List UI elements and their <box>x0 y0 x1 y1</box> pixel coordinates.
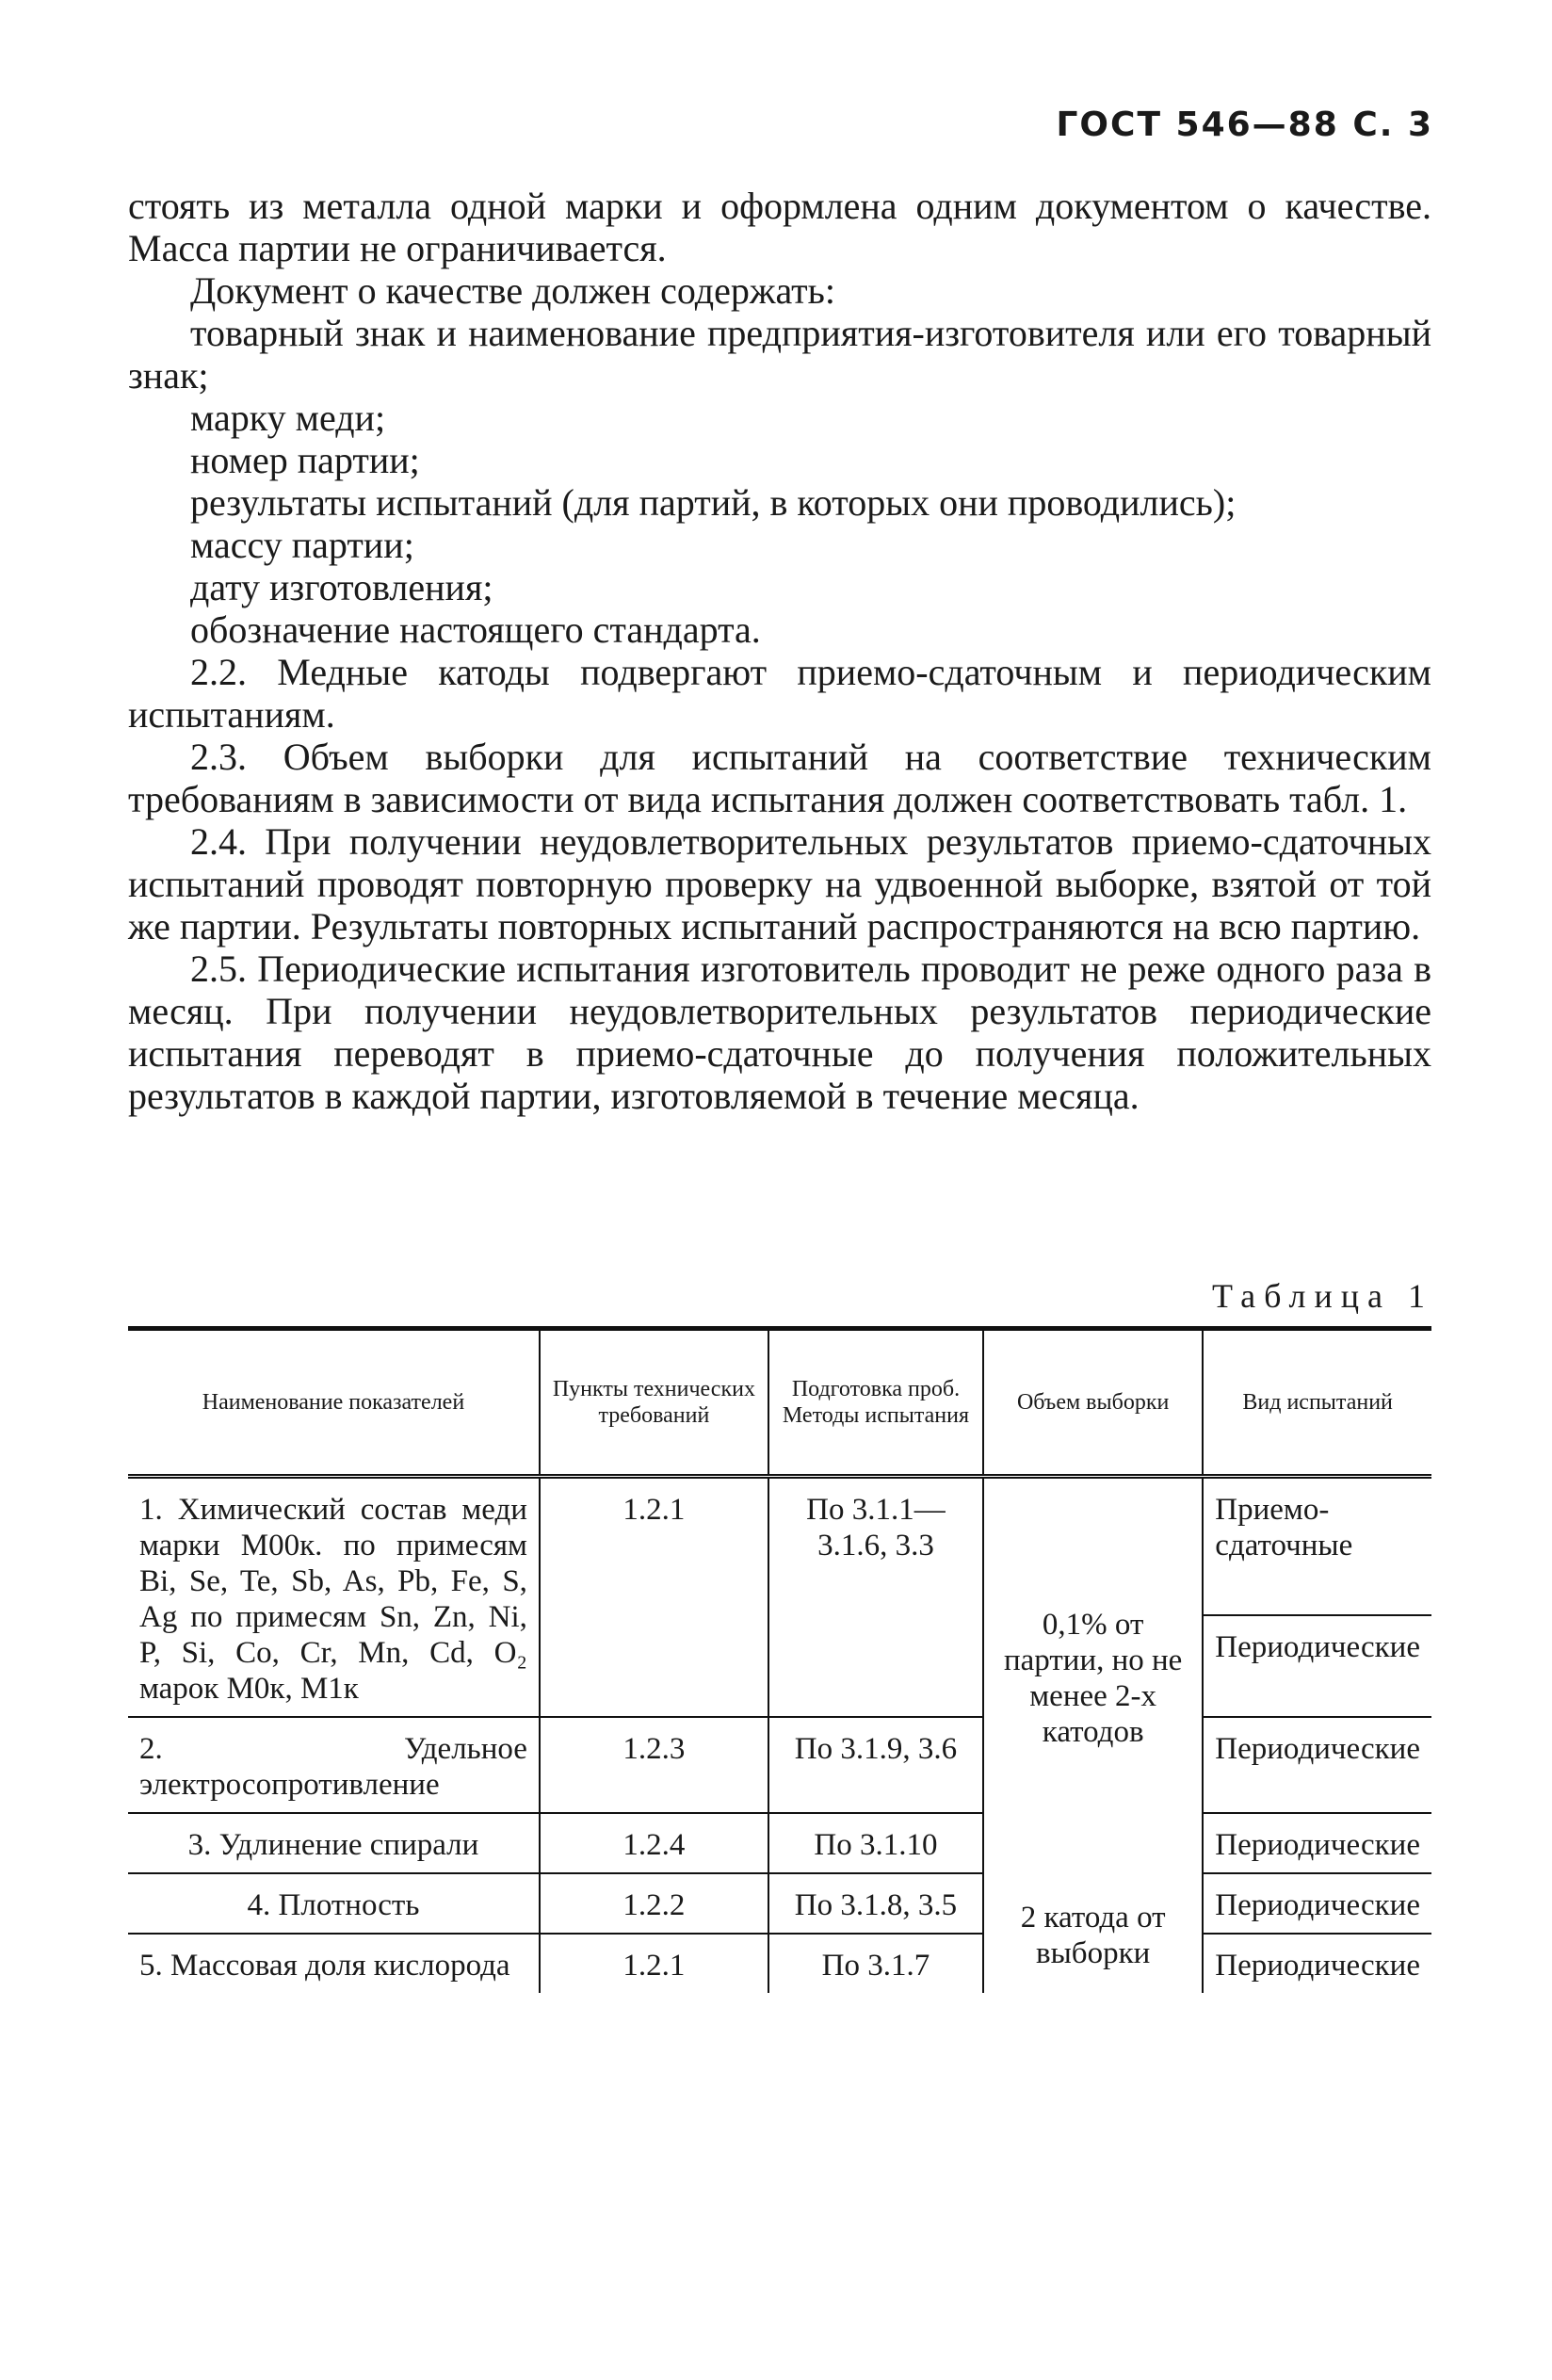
indicator-name: 1. Химический состав меди марки М00к. по примесям Bi, Se, Te, Sb, As, Pb, Fe, S, Ag по примесям Sn, Zn, Ni, P, Si, Co, Cr, Mn, Cd, O₂ марок М0к, М1к <box>128 1477 540 1718</box>
specs-table <box>128 1326 1431 1993</box>
test-method: По 3.1.10 <box>768 1813 983 1873</box>
test-kind: Периодические <box>1203 1717 1431 1813</box>
header-cell: Пункты технических требований <box>540 1329 768 1477</box>
table-row <box>128 1717 1431 1813</box>
test-method: По 3.1.1— 3.1.6, 3.3 <box>768 1477 983 1718</box>
header-cell: Вид испытаний <box>1203 1329 1431 1477</box>
indicator-name: 2. Удельное электросопротивление <box>128 1717 540 1813</box>
test-kind: Периодические <box>1203 1934 1431 1993</box>
test-kind: Приемо-сдаточные <box>1203 1477 1431 1616</box>
paragraph: марку меди; <box>190 397 386 439</box>
paragraph: стоять из металла одной марки и оформлена одним документом о качестве. Масса партии не ограничивается. <box>128 185 1431 269</box>
requirement-point: 1.2.4 <box>540 1813 768 1873</box>
indicator-name: 4. Плотность <box>128 1873 540 1934</box>
header-cell: Подготовка проб. Методы испытания <box>768 1329 983 1477</box>
table-row <box>128 1813 1431 1873</box>
page-header: ГОСТ 546—88 С. 3 <box>1056 105 1433 144</box>
paragraph: дату изготовления; <box>190 566 493 608</box>
requirement-point: 1.2.2 <box>540 1873 768 1934</box>
table-row <box>128 1477 1431 1616</box>
paragraph: Документ о качестве должен содержать: <box>190 269 836 312</box>
test-method: По 3.1.8, 3.5 <box>768 1873 983 1934</box>
requirement-point: 1.2.1 <box>540 1934 768 1993</box>
paragraph: номер партии; <box>190 439 420 481</box>
header-cell: Объем выборки <box>983 1329 1203 1477</box>
header-cell: Наименование показателей <box>128 1329 540 1477</box>
paragraph: результаты испытаний (для партий, в которых они проводились); <box>190 481 1237 524</box>
paragraph: 2.3. Объем выборки для испытаний на соответствие техническим требованиям в зависимости от вида испытания должен соответствовать табл. 1. <box>128 736 1431 820</box>
test-kind: Периодические <box>1203 1873 1431 1934</box>
sample-volume: 2 катода от выборки <box>983 1873 1203 1993</box>
paragraph: обозначение настоящего стандарта. <box>190 608 761 651</box>
requirement-point: 1.2.1 <box>540 1477 768 1718</box>
test-kind: Периодические <box>1203 1615 1431 1717</box>
test-method: По 3.1.7 <box>768 1934 983 1993</box>
paragraph: 2.4. При получении неудовлетворительных результатов приемо-сдаточных испытаний проводят повторную проверку на удвоенной выборке, взятой от той же партии. Результаты повторных испытаний распространяются на всю партию. <box>128 820 1431 947</box>
paragraph: массу партии; <box>190 524 414 566</box>
body-text <box>128 185 1431 1117</box>
paragraph: 2.5. Периодические испытания изготовитель проводит не реже одного раза в месяц. При получении неудовлетворительных результатов периодические испытания переводят в приемо-сдаточные до получения положительных результатов в каждой партии, изготовляемой в течение месяца. <box>128 947 1431 1117</box>
table-row <box>128 1934 1431 1993</box>
sample-volume: 0,1% от партии, но не менее 2-х катодов <box>983 1477 1203 1874</box>
indicator-name: 5. Массовая доля кислорода <box>139 1949 510 1983</box>
paragraph: 2.2. Медные катоды подвергают приемо-сдаточным и периодическим испытаниям. <box>128 651 1431 736</box>
table-header-row <box>128 1329 1431 1477</box>
paragraph: товарный знак и наименование предприятия-изготовителя или его товарный знак; <box>128 312 1431 397</box>
indicator-name: 3. Удлинение спирали <box>128 1813 540 1873</box>
table-row <box>128 1873 1431 1934</box>
table-caption: Таблица 1 <box>1212 1277 1433 1315</box>
requirement-point: 1.2.3 <box>540 1717 768 1813</box>
test-method: По 3.1.9, 3.6 <box>768 1717 983 1813</box>
test-kind: Периодические <box>1203 1813 1431 1873</box>
